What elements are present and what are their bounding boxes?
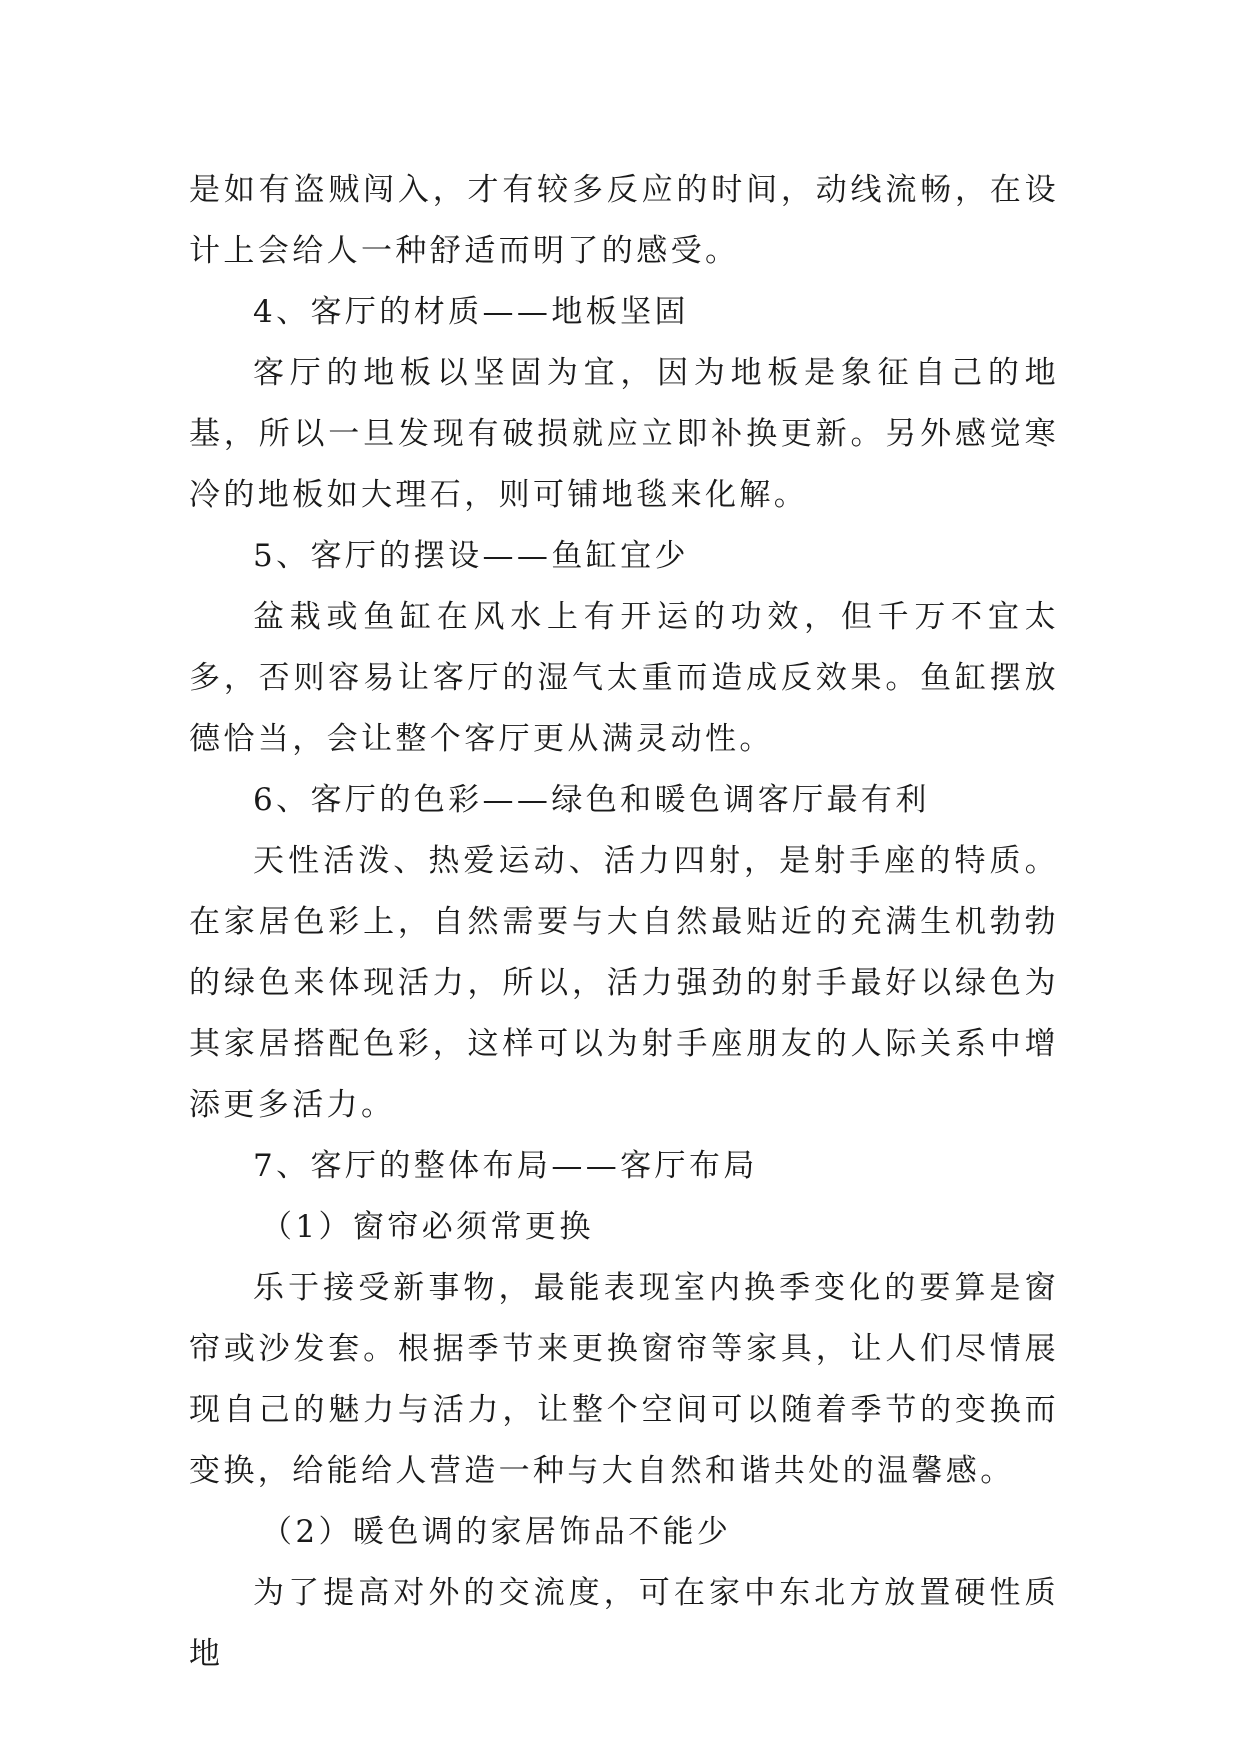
paragraph-continuation: 是如有盗贼闯入，才有较多反应的时间，动线流畅，在设计上会给人一种舒适而明了的感受。 xyxy=(189,172,1059,269)
paragraph-color: 天性活泼、热爱运动、活力四射，是射手座的特质。在家居色彩上，自然需要与大自然最贴近的充满生机勃勃的绿色来体现活力，所以，活力强劲的射手最好以绿色为其家居搭配色彩，这样可以为射手座朋友的人际关系中增添更多活力。 xyxy=(189,843,1059,1123)
paragraph-warm-decor: 为了提高对外的交流度，可在家中东北方放置硬性质地 xyxy=(189,1575,1059,1672)
document-body xyxy=(189,160,1059,1685)
paragraph-fish-tank: 盆栽或鱼缸在风水上有开运的功效，但千万不宜太多，否则容易让客厅的湿气太重而造成反效果。鱼缸摆放德恰当，会让整个客厅更从满灵动性。 xyxy=(189,599,1059,757)
subheading-curtains: （1）窗帘必须常更换 xyxy=(261,1209,594,1245)
section-heading-fish-tank: 5、客厅的摆设——鱼缸宜少 xyxy=(253,538,689,574)
section-heading-layout: 7、客厅的整体布局——客厅布局 xyxy=(253,1148,758,1184)
subheading-warm-decor: （2）暖色调的家居饰品不能少 xyxy=(261,1514,732,1550)
section-heading-flooring: 4、客厅的材质——地板坚固 xyxy=(253,294,689,330)
section-heading-color: 6、客厅的色彩——绿色和暖色调客厅最有利 xyxy=(253,782,930,818)
paragraph-flooring: 客厅的地板以坚固为宜，因为地板是象征自己的地基，所以一旦发现有破损就应立即补换更新。另外感觉寒冷的地板如大理石，则可铺地毯来化解。 xyxy=(189,355,1059,513)
paragraph-curtains: 乐于接受新事物，最能表现室内换季变化的要算是窗帘或沙发套。根据季节来更换窗帘等家具，让人们尽情展现自己的魅力与活力，让整个空间可以随着季节的变换而变换，给能给人营造一种与大自然和谐共处的温馨感。 xyxy=(189,1270,1059,1489)
